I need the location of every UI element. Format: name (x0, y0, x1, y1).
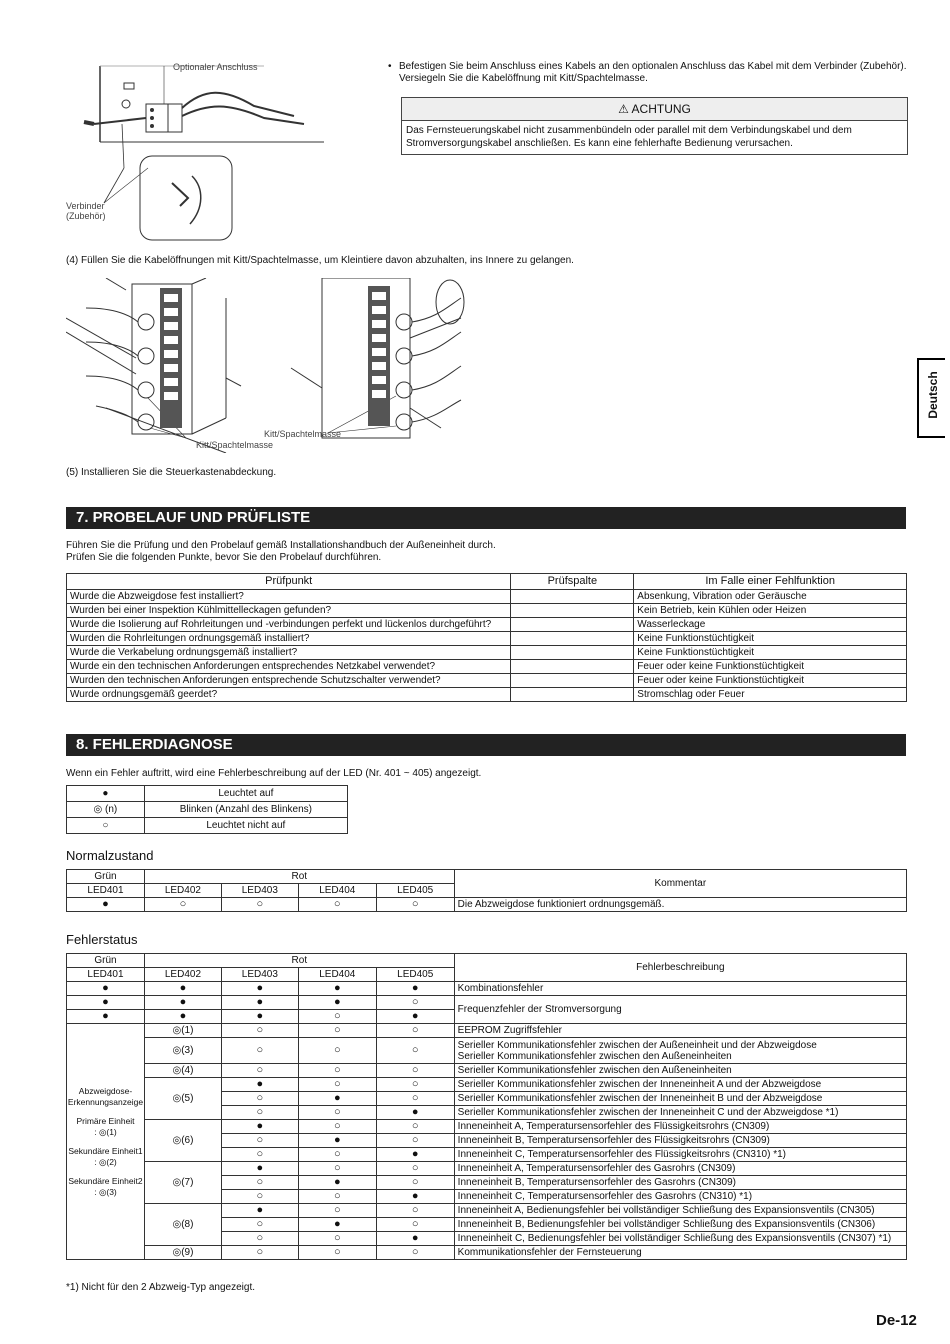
check-item: Wurden die Rohrleitungen ordnungsgemäß installiert? (67, 632, 511, 646)
table-row (67, 1120, 907, 1134)
error-description: Inneneinheit B, Temperatursensorfehler des Flüssigkeitsrohrs (CN309) (454, 1134, 906, 1148)
led-state: ● (144, 982, 221, 996)
table-row (67, 1038, 907, 1064)
led-state: ○ (376, 1134, 454, 1148)
legend-text: Blinken (Anzahl des Blinkens) (144, 802, 347, 818)
checklist-table (66, 573, 907, 702)
led-state: ● (67, 898, 145, 912)
table-row (67, 1162, 907, 1176)
table-row (67, 632, 907, 646)
led-header: LED404 (298, 968, 376, 982)
led-state: ● (376, 1010, 454, 1024)
check-box-cell[interactable] (511, 660, 634, 674)
led-state: ○ (376, 898, 454, 912)
led-state: ● (376, 1106, 454, 1120)
detection-label: : ◎(3) (94, 1186, 117, 1197)
led-state: ○ (376, 1078, 454, 1092)
check-box-cell[interactable] (511, 674, 634, 688)
led-state: ● (376, 1148, 454, 1162)
led-state: ● (298, 1176, 376, 1190)
blink-count: ◎(9) (144, 1246, 221, 1260)
led-state: ● (67, 1010, 145, 1024)
led-state: ○ (376, 1064, 454, 1078)
led-state: ● (144, 1010, 221, 1024)
table-row (67, 996, 907, 1010)
led-state: ○ (221, 1134, 298, 1148)
led-state: ○ (376, 1162, 454, 1176)
table-row (67, 1024, 907, 1038)
table-row (67, 660, 907, 674)
led-header: LED405 (376, 968, 454, 982)
led-state: ○ (221, 1218, 298, 1232)
blink-count: ◎(6) (144, 1120, 221, 1162)
putty-label-b: Kitt/Spachtelmasse (196, 440, 274, 450)
error-description: Serieller Kommunikationsfehler zwischen den Außeneinheiten (454, 1064, 906, 1078)
step-5: (5) Installieren Sie die Steuerkastenabdeckung. (66, 467, 277, 478)
error-description: Kombinationsfehler (454, 982, 906, 996)
error-description: Inneneinheit C, Bedienungsfehler bei vollständiger Schließung des Expansionsventils (CN307) *1) (454, 1232, 906, 1246)
malfunction-cell: Stromschlag oder Feuer (634, 688, 907, 702)
legend-text: Leuchtet auf (144, 786, 347, 802)
led-header: LED403 (221, 968, 298, 982)
led-state: ● (67, 996, 145, 1010)
check-item: Wurden den technischen Anforderungen entsprechende Schutzschalter verwendet? (67, 674, 511, 688)
blink-count: ◎(8) (144, 1204, 221, 1246)
led-on-icon: ● (67, 786, 145, 802)
green-header: Grün (67, 954, 145, 968)
legend-row (67, 802, 348, 818)
language-tab (917, 358, 945, 438)
led-state: ○ (221, 1148, 298, 1162)
led-state: ○ (376, 1176, 454, 1190)
detection-label: Erkennungsanzeige (67, 1096, 144, 1107)
warning-box (401, 97, 908, 155)
check-box-cell[interactable] (511, 688, 634, 702)
led-state: ○ (298, 1024, 376, 1038)
led-state: ○ (376, 1038, 454, 1064)
check-item: Wurde ordnungsgemäß geerdet? (67, 688, 511, 702)
check-item: Wurde die Abzweigdose fest installiert? (67, 590, 511, 604)
error-heading: Fehlerstatus (66, 932, 138, 947)
malfunction-cell: Wasserleckage (634, 618, 907, 632)
normal-header-row (67, 870, 907, 884)
detection-label: Sekundäre Einheit1 (68, 1145, 143, 1156)
error-description: Inneneinheit C, Temperatursensorfehler des Flüssigkeitsrohrs (CN310) *1) (454, 1148, 906, 1162)
optional-connector-label: Optionaler Anschluss (173, 62, 258, 72)
section-8-intro: Wenn ein Fehler auftritt, wird eine Fehlerbeschreibung auf der LED (Nr. 401 ~ 405) angezeigt. (66, 768, 482, 779)
led-state: ● (376, 1190, 454, 1204)
led-state: ○ (298, 1078, 376, 1092)
legend-table (66, 785, 348, 834)
legend-text: Leuchtet nicht auf (144, 818, 347, 834)
table-row (67, 1204, 907, 1218)
led-state: ○ (298, 898, 376, 912)
led-state: ● (221, 1078, 298, 1092)
warning-text: Das Fernsteuerungskabel nicht zusammenbündeln oder parallel mit dem Verbindungskabel und dem Stromversorgungskabel anschließen. Es kann eine fehlerhafte Bedienung verursachen. (406, 125, 852, 149)
led-state: ● (298, 1218, 376, 1232)
malfunction-cell: Feuer oder keine Funktionstüchtigkeit (634, 674, 907, 688)
led-state: ○ (221, 1092, 298, 1106)
led-state: ○ (298, 1246, 376, 1260)
led-state: ○ (376, 1204, 454, 1218)
led-state: ○ (298, 1038, 376, 1064)
footnote: *1) Nicht für den 2 Abzweig-Typ angezeigt. (66, 1282, 255, 1293)
led-state: ○ (221, 1038, 298, 1064)
led-off-icon: ○ (67, 818, 145, 834)
led-header: LED402 (144, 968, 221, 982)
led-header: LED403 (221, 884, 298, 898)
green-header: Grün (67, 870, 145, 884)
description-header: Fehlerbeschreibung (454, 954, 906, 982)
putty-label-a: Kitt/Spachtelmasse (264, 429, 342, 439)
checklist-header: Im Falle einer Fehlfunktion (634, 574, 907, 590)
led-state: ○ (221, 1246, 298, 1260)
error-description: EEPROM Zugriffsfehler (454, 1024, 906, 1038)
comment-cell: Die Abzweigdose funktioniert ordnungsgemäß. (454, 898, 906, 912)
table-row (67, 982, 907, 996)
table-row (67, 590, 907, 604)
section-7-intro-1: Führen Sie die Prüfung und den Probelauf gemäß Installationshandbuch der Außeneinheit durch. (66, 540, 496, 551)
led-state: ○ (376, 1024, 454, 1038)
error-description: Inneneinheit A, Bedienungsfehler bei vollständiger Schließung des Expansionsventils (CN305) (454, 1204, 906, 1218)
led-state: ● (298, 1134, 376, 1148)
led-state: ○ (221, 1024, 298, 1038)
section-7-intro-2: Prüfen Sie die folgenden Punkte, bevor Sie den Probelauf durchführen. (66, 552, 382, 563)
check-box-cell[interactable] (511, 590, 634, 604)
legend-row (67, 818, 348, 834)
blink-count: ◎(4) (144, 1064, 221, 1078)
led-state: ● (221, 1120, 298, 1134)
led-state: ● (298, 1092, 376, 1106)
check-item: Wurde die Isolierung auf Rohrleitungen und -verbindungen perfekt und lückenlos durchgeführt? (67, 618, 511, 632)
detection-label: : ◎(2) (94, 1156, 117, 1167)
error-description: Inneneinheit A, Temperatursensorfehler des Flüssigkeitsrohrs (CN309) (454, 1120, 906, 1134)
blink-count: ◎(1) (144, 1024, 221, 1038)
led-state: ● (144, 996, 221, 1010)
blink-count: ◎(7) (144, 1162, 221, 1204)
checklist-header: Prüfspalte (511, 574, 634, 590)
check-box-cell[interactable] (511, 632, 634, 646)
detection-label: Abzweigdose- (78, 1085, 133, 1096)
checklist-header: Prüfpunkt (67, 574, 511, 590)
error-description: Inneneinheit A, Temperatursensorfehler des Gasrohrs (CN309) (454, 1162, 906, 1176)
bullet-text: Befestigen Sie beim Anschluss eines Kabels an den optionalen Anschluss das Kabel mit dem Verbinder (Zubehör). Versiegeln Sie die Kabelöffnung mit Kitt/Spachtelmasse. (399, 61, 907, 84)
table-row (67, 604, 907, 618)
section-8-title: 8. FEHLERDIAGNOSE (66, 734, 906, 756)
led-state: ○ (221, 1106, 298, 1120)
led-state: ○ (144, 898, 221, 912)
error-description-line: Serieller Kommunikationsfehler zwischen der Außeneinheit und der Abzweigdose (457, 1039, 817, 1051)
step-4: (4) Füllen Sie die Kabelöffnungen mit Kitt/Spachtelmasse, um Kleintiere davon abzuhalten, ins Innere zu gelangen. (66, 255, 574, 266)
warning-triangle-icon: ⚠ (618, 102, 629, 116)
binder-label-2: (Zubehör) (66, 211, 106, 221)
led-state: ○ (298, 1120, 376, 1134)
warning-header (402, 98, 907, 121)
led-header: LED405 (376, 884, 454, 898)
malfunction-cell: Keine Funktionstüchtigkeit (634, 646, 907, 660)
led-state: ○ (298, 1148, 376, 1162)
section-7-title: 7. PROBELAUF UND PRÜFLISTE (66, 507, 906, 529)
check-box-cell[interactable] (511, 646, 634, 660)
led-state: ● (376, 982, 454, 996)
led-state: ○ (376, 996, 454, 1010)
table-row (67, 1064, 907, 1078)
led-header: LED401 (67, 968, 145, 982)
check-item: Wurde die Verkabelung ordnungsgemäß installiert? (67, 646, 511, 660)
blink-count: ◎(3) (144, 1038, 221, 1064)
check-box-cell[interactable] (511, 618, 634, 632)
bullet-item (388, 61, 908, 85)
led-state: ○ (298, 1204, 376, 1218)
led-state: ○ (298, 1162, 376, 1176)
led-state: ○ (298, 1190, 376, 1204)
error-description: Kommunikationsfehler der Fernsteuerung (454, 1246, 906, 1260)
led-header: LED404 (298, 884, 376, 898)
error-description: Inneneinheit C, Temperatursensorfehler des Gasrohrs (CN310) *1) (454, 1190, 906, 1204)
error-description: Serieller Kommunikationsfehler zwischen der Inneneinheit A und der Abzweigdose (454, 1078, 906, 1092)
led-state: ○ (221, 898, 298, 912)
error-description: Serieller Kommunikationsfehler zwischen der Inneneinheit B und der Abzweigdose (454, 1092, 906, 1106)
error-header-row (67, 954, 907, 968)
led-state: ● (221, 982, 298, 996)
led-state: ● (67, 982, 145, 996)
error-description: Inneneinheit B, Temperatursensorfehler des Gasrohrs (CN309) (454, 1176, 906, 1190)
page-number: De-12 (876, 1312, 917, 1329)
led-state: ○ (221, 1064, 298, 1078)
malfunction-cell: Absenkung, Vibration oder Geräusche (634, 590, 907, 604)
led-blink-icon: ◎ (n) (67, 802, 145, 818)
error-description-line: Serieller Kommunikationsfehler zwischen den Außeneinheiten (457, 1050, 732, 1062)
led-state: ● (376, 1232, 454, 1246)
table-row (67, 618, 907, 632)
normal-heading: Normalzustand (66, 848, 154, 863)
led-state: ○ (376, 1092, 454, 1106)
led-state: ● (221, 1204, 298, 1218)
legend-row (67, 786, 348, 802)
error-description (454, 1038, 906, 1064)
detection-label: Primäre Einheit (76, 1115, 135, 1126)
led-header: LED401 (67, 884, 145, 898)
normal-table (66, 869, 907, 912)
malfunction-cell: Keine Funktionstüchtigkeit (634, 632, 907, 646)
detection-label: Sekundäre Einheit2 (68, 1175, 143, 1186)
error-description: Serieller Kommunikationsfehler zwischen der Inneneinheit C und der Abzweigdose *1) (454, 1106, 906, 1120)
table-row (67, 688, 907, 702)
warning-title: ACHTUNG (631, 102, 691, 116)
led-state: ● (298, 982, 376, 996)
table-row (67, 646, 907, 660)
led-state: ○ (221, 1190, 298, 1204)
binder-label-1: Verbinder (66, 201, 105, 211)
led-state: ○ (376, 1120, 454, 1134)
led-state: ● (221, 1162, 298, 1176)
led-state: ○ (298, 1064, 376, 1078)
red-header: Rot (144, 954, 454, 968)
bullet-icon: • (388, 61, 392, 72)
connector-figure (64, 58, 370, 244)
putty-figure (66, 278, 466, 453)
detection-indicator-cell (67, 1024, 145, 1260)
led-state: ○ (298, 1232, 376, 1246)
error-description: Inneneinheit B, Bedienungsfehler bei vollständiger Schließung des Expansionsventils (CN306) (454, 1218, 906, 1232)
led-header: LED402 (144, 884, 221, 898)
led-state: ● (221, 1010, 298, 1024)
detection-label: : ◎(1) (94, 1126, 117, 1137)
led-state: ○ (221, 1176, 298, 1190)
error-description: Frequenzfehler der Stromversorgung (454, 996, 906, 1024)
check-box-cell[interactable] (511, 604, 634, 618)
check-item: Wurden bei einer Inspektion Kühlmittelleckagen gefunden? (67, 604, 511, 618)
led-state: ● (221, 996, 298, 1010)
error-table (66, 953, 907, 1260)
malfunction-cell: Feuer oder keine Funktionstüchtigkeit (634, 660, 907, 674)
led-state: ○ (376, 1218, 454, 1232)
table-row (67, 898, 907, 912)
comment-header: Kommentar (454, 870, 906, 898)
malfunction-cell: Kein Betrieb, kein Kühlen oder Heizen (634, 604, 907, 618)
led-state: ○ (376, 1246, 454, 1260)
checklist-header-row (67, 574, 907, 590)
table-row (67, 1078, 907, 1092)
language-tab-label: Deutsch (926, 371, 940, 419)
led-state: ● (298, 996, 376, 1010)
check-item: Wurde ein den technischen Anforderungen entsprechendes Netzkabel verwendet? (67, 660, 511, 674)
led-state: ○ (221, 1232, 298, 1246)
table-row (67, 674, 907, 688)
led-state: ○ (298, 1010, 376, 1024)
table-row (67, 1246, 907, 1260)
red-header: Rot (144, 870, 454, 884)
led-state: ○ (298, 1106, 376, 1120)
blink-count: ◎(5) (144, 1078, 221, 1120)
